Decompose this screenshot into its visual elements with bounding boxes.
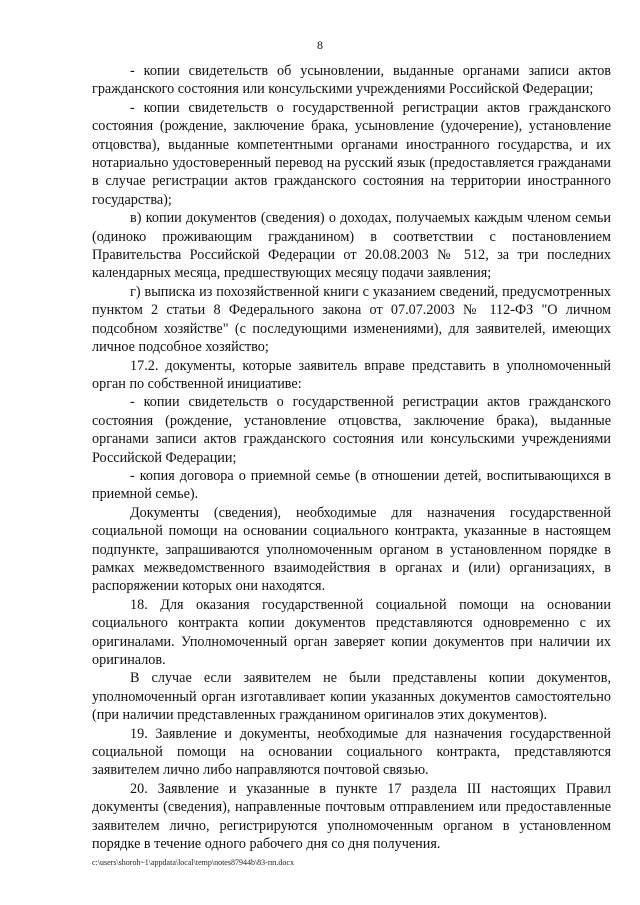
paragraph-19: 19. Заявление и документы, необходимые для назначения государственной социальной помощи на основании социального контракта, представляются заявителем лично либо направляются почтовой связью. — [92, 725, 611, 779]
paragraph-registration-certificates: - копии свидетельств о государственной регистрации актов гражданского состояния (рождение, установление отцовства, заключение брака), выданные органами записи актов гражданского состояния или консульскими учреждениями Российской Федерации; — [92, 394, 611, 466]
paragraph-foster-family-contract: - копия договора о приемной семье (в отношении детей, воспитывающихся в приемной семье). — [92, 467, 611, 503]
paragraph-adoption-certificates: - копии свидетельств об усыновлении, выданные органами записи актов гражданского состояния или консульскими учреждениями Российской Федерации; — [92, 63, 611, 98]
paragraph-income-documents: в) копии документов (сведения) о доходах, получаемых каждым членом семьи (одиноко проживающим гражданином) в соответствии с постановлением Правительства Российской Федерации от 20.08.2003 № 512, за три последних календарных месяца, предшествующих месяцу подачи заявления; — [92, 210, 611, 282]
paragraph-18: 18. Для оказания государственной социальной помощи на основании социального контракта копии документов представляются одновременно с их оригиналами. Уполномоченный орган заверяет копии документов при наличии их оригиналов. — [92, 596, 611, 668]
paragraph-17-2: 17.2. документы, которые заявитель вправе представить в уполномоченный орган по собственной инициативе: — [92, 357, 611, 392]
paragraph-20: 20. Заявление и указанные в пункте 17 раздела III настоящих Правил документы (сведения), направленные почтовым отправлением или предоставленные заявителем лично, регистрируются уполномоченным органом в установленном порядке в течение одного рабочего дня со дня получения. — [92, 780, 611, 853]
paragraph-household-book-extract: г) выписка из похозяйственной книги с указанием сведений, предусмотренных пунктом 2 статьи 8 Федерального закона от 07.07.2003 № 112-ФЗ "О личном подсобном хозяйстве" (с последующими изменениями), для заявителей, имеющих личное подсобное хозяйство; — [92, 283, 611, 356]
paragraph-foreign-certificates: - копии свидетельств о государственной регистрации актов гражданского состояния (рождение, заключение брака, усыновление (удочерение), установление отцовства), выданные компетентными органами иностранного государства, и их нотариально удостоверенный перевод на русский язык (предоставляется гражданами в случае регистрации актов гражданского состояния на территории иностранного государства); — [92, 99, 611, 208]
document-body — [92, 62, 611, 853]
paragraph-copies-by-authority: В случае если заявителем не были представлены копии документов, уполномоченный орган изготавливает копии указанных документов самостоятельно (при наличии представленных гражданином оригиналов этих документов). — [92, 670, 611, 724]
page-number: 8 — [317, 38, 323, 52]
paragraph-interagency-requests: Документы (сведения), необходимые для назначения государственной социальной помощи на основании социального контракта, указанные в настоящем подпункте, запрашиваются уполномоченным органом в установленном порядке в рамках межведомственного взаимодействия в органах и (или) организациях, в распоряжении которых они находятся. — [92, 504, 611, 595]
footer-file-path: c:\users\shoroh~1\appdata\local\temp\notes87944b\83-пп.docx — [92, 858, 294, 867]
